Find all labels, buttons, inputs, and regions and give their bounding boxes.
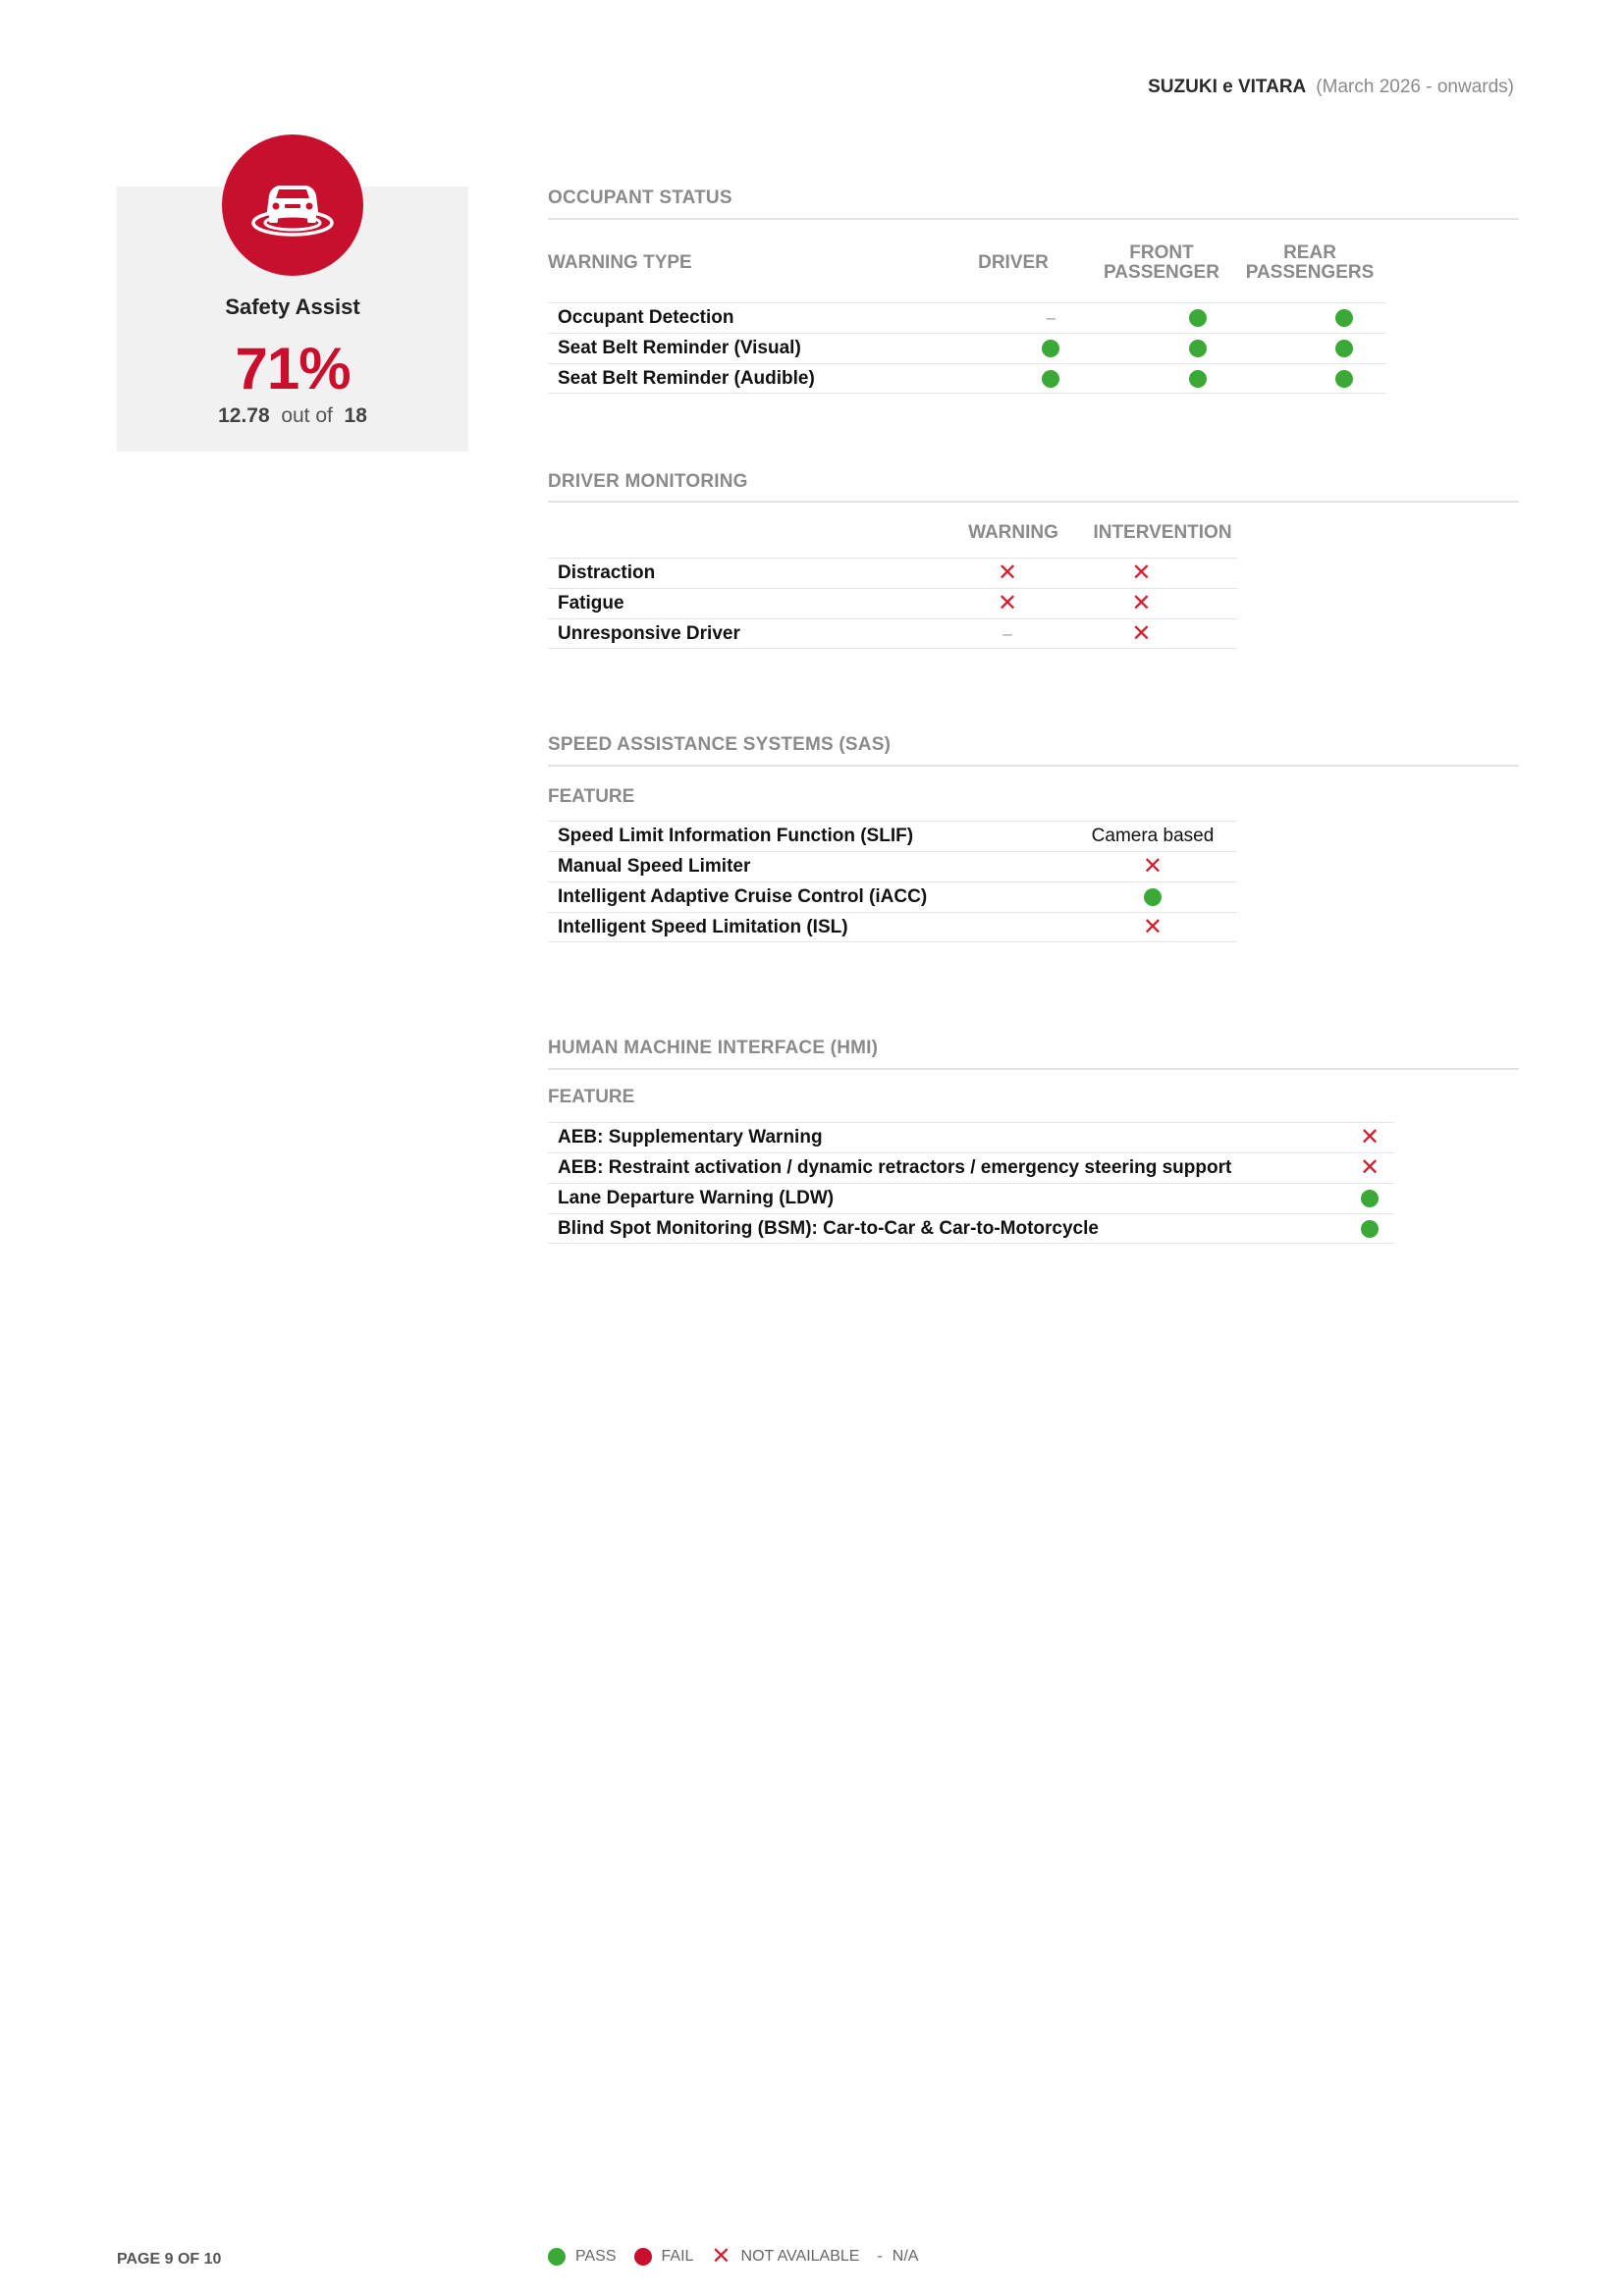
sas-title: SPEED ASSISTANCE SYSTEMS (SAS) — [548, 734, 892, 755]
pass-dot — [1189, 309, 1207, 327]
col-rear-passengers: REAR PASSENGERS — [1245, 242, 1375, 283]
legend-not-available-label: NOT AVAILABLE — [740, 2248, 860, 2265]
pass-dot — [1335, 340, 1353, 357]
pass-dot — [1042, 370, 1059, 388]
na-mark: – — [1046, 308, 1056, 327]
sas-rule — [548, 765, 1519, 767]
table-row — [548, 851, 1237, 881]
not-available-icon: ✕ — [1142, 913, 1164, 940]
row-label: Fatigue — [558, 593, 624, 614]
table-row — [548, 618, 1237, 649]
pass-dot — [1189, 370, 1207, 388]
na-mark: – — [1002, 623, 1012, 643]
row-label: Manual Speed Limiter — [558, 856, 751, 877]
na-symbol: - — [877, 2248, 883, 2265]
col-warning: WARNING — [968, 522, 1058, 543]
fail-dot — [634, 2248, 652, 2266]
vehicle-model: SUZUKI e VITARA — [1148, 77, 1307, 97]
legend-pass-label: PASS — [575, 2248, 617, 2265]
legend-fail — [634, 2248, 694, 2266]
score-detail — [117, 404, 468, 428]
legend — [548, 2245, 936, 2269]
occupant-status-title: OCCUPANT STATUS — [548, 187, 732, 208]
score-card-title: Safety Assist — [225, 294, 360, 319]
not-available-icon: ✕ — [1131, 619, 1152, 647]
vehicle-period: (March 2026 - onwards) — [1316, 77, 1514, 97]
table-row — [548, 363, 1386, 394]
safety-assist-badge — [222, 134, 363, 276]
pass-dot — [1335, 309, 1353, 327]
hmi-feature-header: FEATURE — [548, 1087, 635, 1107]
car-sensor-icon — [245, 166, 340, 244]
score-percent: 71% — [235, 336, 351, 401]
not-available-icon: ✕ — [1359, 1154, 1380, 1181]
driver-monitoring-title: DRIVER MONITORING — [548, 471, 748, 492]
legend-fail-label: FAIL — [661, 2248, 694, 2265]
table-row — [548, 1122, 1394, 1152]
row-label: Unresponsive Driver — [558, 622, 740, 644]
hmi-title: HUMAN MACHINE INTERFACE (HMI) — [548, 1038, 879, 1058]
sas-feature-header: FEATURE — [548, 786, 635, 807]
row-label: Seat Belt Reminder (Audible) — [558, 367, 815, 389]
col-driver: DRIVER — [978, 252, 1049, 273]
page-number: PAGE 9 OF 10 — [117, 2251, 222, 2268]
table-row — [548, 912, 1237, 942]
occupant-status-rule — [548, 218, 1519, 220]
table-row — [548, 1183, 1394, 1213]
row-label: Occupant Detection — [558, 307, 734, 328]
row-label: Seat Belt Reminder (Visual) — [558, 338, 801, 358]
pass-dot — [1189, 340, 1207, 357]
row-label: Intelligent Speed Limitation (ISL) — [558, 916, 848, 937]
not-available-icon: ✕ — [997, 560, 1018, 586]
legend-na-label: N/A — [892, 2248, 919, 2265]
not-available-icon: ✕ — [1131, 560, 1152, 586]
sas-table — [548, 821, 1237, 942]
score-value: 12.78 — [218, 404, 270, 427]
pass-dot — [1361, 1220, 1379, 1238]
hmi-table — [548, 1122, 1394, 1244]
pass-dot — [1144, 888, 1162, 906]
table-row — [548, 558, 1237, 588]
driver-monitoring-rule — [548, 501, 1519, 503]
pass-dot — [1042, 340, 1059, 357]
page-header — [1148, 77, 1514, 98]
row-label: Distraction — [558, 562, 656, 583]
row-label: AEB: Restraint activation / dynamic retractors / emergency steering support — [558, 1157, 1232, 1178]
pass-dot — [1361, 1190, 1379, 1207]
score-out-of-label: out of — [281, 404, 333, 427]
table-row — [548, 821, 1237, 851]
score-max: 18 — [344, 404, 367, 427]
pass-dot — [1335, 370, 1353, 388]
row-label: Intelligent Adaptive Cruise Control (iACC) — [558, 886, 928, 907]
legend-pass — [548, 2248, 617, 2266]
slif-value: Camera based — [1091, 826, 1215, 846]
col-intervention: INTERVENTION — [1093, 522, 1232, 543]
not-available-icon: ✕ — [997, 590, 1018, 616]
not-available-icon: ✕ — [1142, 853, 1164, 880]
row-label: Lane Departure Warning (LDW) — [558, 1188, 835, 1208]
occupant-status-table — [548, 302, 1386, 394]
hmi-rule — [548, 1068, 1519, 1070]
pass-dot — [548, 2248, 566, 2266]
row-label: AEB: Supplementary Warning — [558, 1127, 823, 1148]
legend-not-available — [711, 2245, 859, 2269]
table-row — [548, 1152, 1394, 1183]
not-available-icon: ✕ — [711, 2243, 731, 2269]
not-available-icon: ✕ — [1131, 590, 1152, 616]
table-row — [548, 588, 1237, 618]
row-label: Speed Limit Information Function (SLIF) — [558, 826, 914, 846]
col-warning-type: WARNING TYPE — [548, 252, 692, 273]
col-front-passenger: FRONT PASSENGER — [1104, 242, 1219, 283]
driver-monitoring-table — [548, 558, 1237, 649]
table-row — [548, 333, 1386, 363]
row-label: Blind Spot Monitoring (BSM): Car-to-Car & Car-to-Motorcycle — [558, 1217, 1099, 1239]
legend-na — [877, 2248, 918, 2266]
table-row — [548, 881, 1237, 912]
not-available-icon: ✕ — [1359, 1124, 1380, 1150]
table-row — [548, 1213, 1394, 1244]
table-row — [548, 302, 1386, 333]
